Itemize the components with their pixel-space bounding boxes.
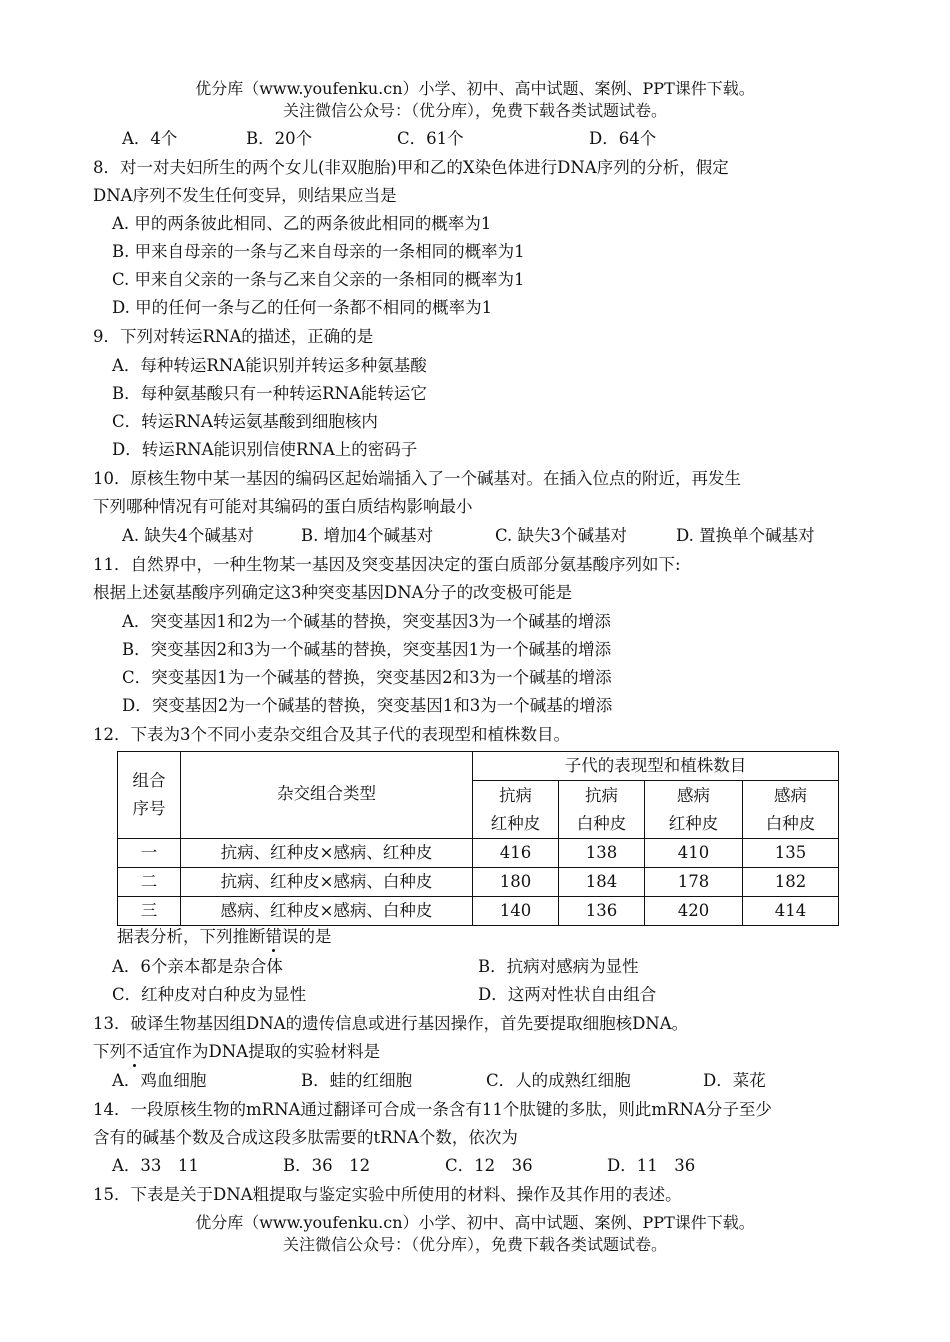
table-col-header: 抗病 红种皮 [473,781,559,839]
table-cell-value: 182 [743,868,839,897]
q15-stem: 15．下表是关于DNA粗提取与鉴定实验中所使用的材料、操作及其作用的表述。 [93,1185,682,1204]
table-cell-cross: 抗病、红种皮×感病、白种皮 [181,868,473,897]
table-cell-value: 136 [559,897,645,926]
q10-stem-line-1: 10．原核生物中某一基因的编码区起始端插入了一个碱基对。在插入位点的附近，再发生 [93,469,741,488]
emphasis-dot-cuo: 错 [265,927,282,946]
q12-after-table: 据表分析，下列推断错误的是 [117,927,332,946]
q10-stem-line-2: 下列哪种情况有可能对其编码的蛋白质结构影响最小 [93,497,473,516]
q13-stem-line-2: 下列不适宜作为DNA提取的实验材料是 [93,1042,381,1061]
q12-option-b: B．抗病对感病为显性 [478,957,639,976]
emphasis-dot-bu: 不 [126,1042,143,1061]
q10-option-c: C. 缺失3个碱基对 [495,526,628,545]
table-cell-value: 178 [645,868,743,897]
q14-option-b: B．36 12 [283,1156,371,1175]
q8-stem-line-1: 8．对一对夫妇所生的两个女儿(非双胞胎)甲和乙的X染色体进行DNA序列的分析，假定 [93,158,729,177]
table-cell-value: 135 [743,839,839,868]
header-line-2: 关注微信公众号：（优分库），免费下载各类试题试卷。 [282,101,667,120]
table-row [118,868,839,897]
q14-stem-line-1: 14．一段原核生物的mRNA通过翻译可合成一条含有11个肽键的多肽，则此mRNA分子至少 [93,1100,772,1119]
q11-stem-line-2: 根据上述氨基酸序列确定这3种突变基因DNA分子的改变极可能是 [93,583,573,602]
q8-option-a: A. 甲的两条彼此相同、乙的两条彼此相同的概率为1 [112,214,492,233]
q13-option-d: D．菜花 [703,1071,766,1090]
q9-option-c: C．转运RNA转运氨基酸到细胞核内 [112,412,378,431]
q8-stem-line-2: DNA序列不发生任何变异，则结果应当是 [93,186,397,205]
q11-option-a: A．突变基因1和2为一个碱基的替换，突变基因3为一个碱基的增添 [122,612,611,631]
q7-option-c: C．61个 [397,129,464,148]
table-col-header: 感病 红种皮 [645,781,743,839]
q7-option-d: D．64个 [589,129,657,148]
q9-stem: 9．下列对转运RNA的描述，正确的是 [93,327,374,346]
q13-stem-line-1: 13．破译生物基因组DNA的遗传信息或进行基因操作，首先要提取细胞核DNA。 [93,1014,689,1033]
q12-table [117,751,839,926]
q10-option-b: B. 增加4个碱基对 [301,526,434,545]
q9-option-a: A．每种转运RNA能识别并转运多种氨基酸 [112,356,427,375]
q8-option-d: D. 甲的任何一条与乙的任何一条都不相同的概率为1 [112,298,493,317]
table-cell-value: 140 [473,897,559,926]
q14-option-d: D．11 36 [607,1156,696,1175]
q14-option-a: A．33 11 [112,1156,199,1175]
table-col-header: 感病 白种皮 [743,781,839,839]
q13-option-a: A．鸡血细胞 [112,1071,207,1090]
table-cell-value: 184 [559,868,645,897]
table-cell-value: 410 [645,839,743,868]
table-cell-id: 二 [118,868,181,897]
q7-option-a: A．4个 [122,129,178,148]
q11-stem-line-1: 11．自然界中，一种生物某一基因及突变基因决定的蛋白质部分氨基酸序列如下: [93,555,681,574]
q9-option-d: D．转运RNA能识别信使RNA上的密码子 [112,440,418,459]
q13-option-b: B．蛙的红细胞 [301,1071,413,1090]
header-line-1: 优分库（www.youfenku.cn）小学、初中、高中试题、案例、PPT课件下载。 [195,79,755,98]
table-cell-cross: 感病、红种皮×感病、白种皮 [181,897,473,926]
q12-option-d: D．这两对性状自由组合 [478,985,657,1004]
q8-option-b: B. 甲来自母亲的一条与乙来自母亲的一条相同的概率为1 [112,242,525,261]
q10-option-a: A. 缺失4个碱基对 [122,526,254,545]
table-cell-cross: 抗病、红种皮×感病、红种皮 [181,839,473,868]
q12-option-a: A．6个亲本都是杂合体 [112,957,283,976]
table-cell-value: 414 [743,897,839,926]
footer-line-2: 关注微信公众号：（优分库），免费下载各类试题试卷。 [282,1235,667,1254]
q11-option-b: B．突变基因2和3为一个碱基的替换，突变基因1为一个碱基的增添 [122,640,612,659]
q13-option-c: C．人的成熟红细胞 [486,1071,631,1090]
q9-option-b: B．每种氨基酸只有一种转运RNA能转运它 [112,384,427,403]
q12-option-c: C．红种皮对白种皮为显性 [112,985,307,1004]
table-cell-id: 一 [118,839,181,868]
q10-option-d: D. 置换单个碱基对 [676,526,815,545]
table-header-group: 组合 序号 [118,752,181,839]
table-cell-value: 416 [473,839,559,868]
table-cell-value: 420 [645,897,743,926]
footer-line-1: 优分库（www.youfenku.cn）小学、初中、高中试题、案例、PPT课件下载。 [195,1213,755,1232]
table-col-header: 抗病 白种皮 [559,781,645,839]
table-row [118,897,839,926]
table-header-offspring: 子代的表现型和植株数目 [473,752,839,781]
q7-option-b: B．20个 [246,129,313,148]
table-header-cross-type: 杂交组合类型 [181,752,473,839]
q11-option-c: C．突变基因1为一个碱基的替换，突变基因2和3为一个碱基的增添 [122,668,612,687]
table-cell-id: 三 [118,897,181,926]
q14-stem-line-2: 含有的碱基个数及合成这段多肽需要的tRNA个数，依次为 [93,1128,518,1147]
q14-option-c: C．12 36 [445,1156,533,1175]
table-cell-value: 138 [559,839,645,868]
q8-option-c: C. 甲来自父亲的一条与乙来自父亲的一条相同的概率为1 [112,270,525,289]
q12-stem: 12．下表为3个不同小麦杂交组合及其子代的表现型和植株数目。 [93,725,570,744]
table-cell-value: 180 [473,868,559,897]
table-row [118,839,839,868]
q11-option-d: D．突变基因2为一个碱基的替换，突变基因1和3为一个碱基的增添 [122,696,613,715]
